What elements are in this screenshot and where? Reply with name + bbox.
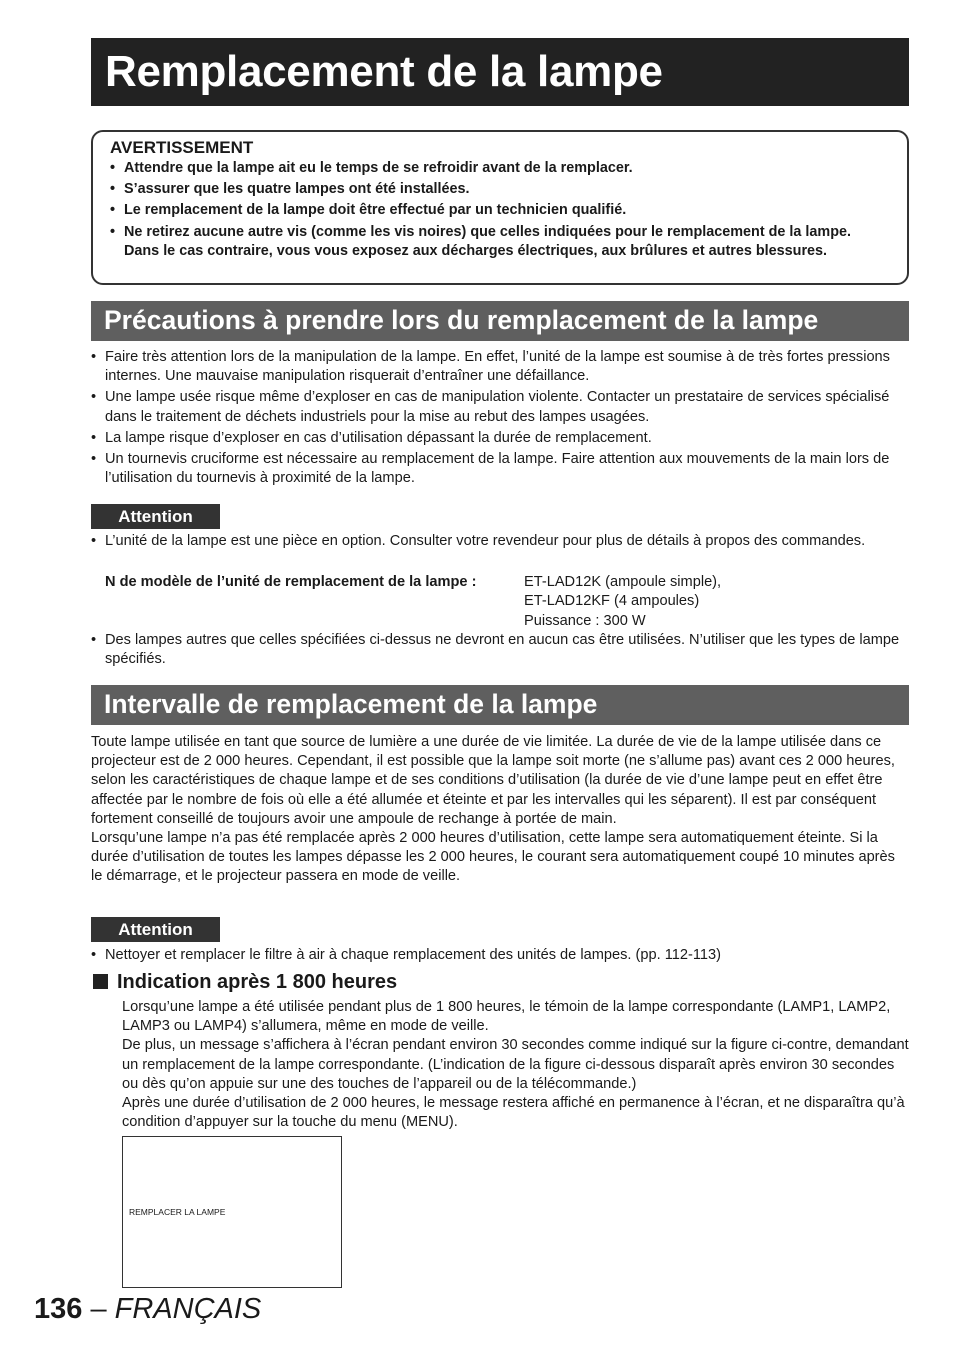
title-bar	[91, 38, 909, 106]
model-label: N de modèle de l’unité de remplacement de la lampe :	[105, 574, 477, 590]
model-value: Puissance : 300 W	[524, 612, 646, 629]
section-heading-precautions: Précautions à prendre lors du remplacement de la lampe	[104, 305, 819, 335]
model-value: ET-LAD12K (ampoule simple),	[524, 574, 722, 590]
warning-item: • Le remplacement de la lampe doit être effectué par un technicien qualifié.	[110, 201, 880, 221]
warning-item: • S’assurer que les quatre lampes ont été installées.	[110, 180, 880, 200]
indication-para-3: Après une durée d’utilisation de 2 000 heures, le message restera affiché en permanence à l’écran, et ne disparaîtra qu’à condition d’appuyer sur la touche du menu (MENU).	[122, 1095, 905, 1131]
indication-para-2: De plus, un message s’affichera à l’écran pendant environ 30 secondes comme indiqué sur la figure ci-contre, demandant un remplacement de la lampe correspondante. (L’indication de la figure ci-dessous disparaît après environ 30 secondes ou dès qu’on appuie sur une des touches de l’appareil ou de la télécommande.)	[122, 1037, 909, 1092]
section-bar-precautions	[91, 301, 909, 341]
subheading-text: Indication après 1 800 heures	[117, 971, 398, 993]
page-footer	[34, 1293, 261, 1326]
warning-item: • Attendre que la lampe ait eu le temps de se refroidir avant de la remplacer.	[110, 159, 880, 179]
section-heading-interval: Intervalle de remplacement de la lampe	[104, 689, 598, 719]
warning-box	[91, 130, 909, 285]
list-item: • Des lampes autres que celles spécifiées ci-dessus ne devront en aucun cas être utilisées. N’utiliser que les types de lampe spécifiés.	[91, 631, 909, 669]
attention-label: Attention	[91, 504, 220, 529]
interval-paragraph	[91, 733, 909, 887]
square-bullet-icon	[93, 974, 108, 989]
footer-separator: –	[82, 1293, 115, 1325]
subheading-1800	[93, 971, 397, 994]
attention-label-2: Attention	[91, 917, 220, 942]
page-title: Remplacement de la lampe	[105, 47, 663, 96]
section-bar-interval	[91, 685, 909, 725]
footer-language: FRANÇAIS	[114, 1293, 262, 1325]
screen-message: REMPLACER LA LAMPE	[129, 1207, 226, 1217]
list-item: • Un tournevis cruciforme est nécessaire au remplacement de la lampe. Faire attention aux mouvements de la main lors de l’utilisation du tournevis à proximité de la lampe.	[91, 450, 909, 488]
page-number: 136	[34, 1293, 83, 1325]
indication-paragraph	[122, 998, 912, 1132]
warning-list	[110, 159, 880, 263]
interval-para-1: Toute lampe utilisée en tant que source de lumière a une durée de vie limitée. La durée de vie de la lampe utilisée dans ce projecteur est de 2 000 heures. Cependant, il est possible que la lampe soit morte (ne s’allume pas) avant ces 2 000 heures, selon les caractéristiques de chaque lampe et de ses conditions d’utilisation (la durée de vie d’une lampe peut en effet être affectée par le nombre de fois où elle a été allumée et éteinte et par les intervalles qui les séparent). Il est par conséquent fortement conseillé de toujours avoir une ampoule de rechange à portée de main.	[91, 734, 895, 827]
interval-para-2: Lorsqu’une lampe n’a pas été remplacée après 2 000 heures d’utilisation, cette lampe sera automatiquement éteinte. Si la durée d’utilisation de toutes les lampes dépasse les 2 000 heures, le courant sera automatiquement coupé 10 minutes après le démarrage, et le projecteur passera en mode de veille.	[91, 830, 895, 885]
attention-list-1	[91, 532, 909, 553]
attention-list-3	[91, 946, 909, 967]
list-item: • Nettoyer et remplacer le filtre à air à chaque remplacement des unités de lampes. (pp. 112-113)	[91, 946, 909, 965]
precautions-list	[91, 348, 909, 490]
screen-figure	[122, 1136, 342, 1288]
warning-heading: AVERTISSEMENT	[110, 138, 254, 157]
list-item: • L’unité de la lampe est une pièce en option. Consulter votre revendeur pour plus de détails à propos des commandes.	[91, 532, 909, 551]
list-item: • La lampe risque d’exploser en cas d’utilisation dépassant la durée de remplacement.	[91, 429, 909, 448]
list-item: • Faire très attention lors de la manipulation de la lampe. En effet, l’unité de la lampe est soumise à de très fortes pressions internes. Une mauvaise manipulation risquerait d’entraîner une défaillance.	[91, 348, 909, 386]
attention-list-2	[91, 631, 909, 671]
indication-para-1: Lorsqu’une lampe a été utilisée pendant plus de 1 800 heures, le témoin de la lampe correspondante (LAMP1, LAMP2, LAMP3 ou LAMP4) s’allumera, même en mode de veille.	[122, 999, 891, 1035]
model-values	[524, 573, 721, 631]
model-value: ET-LAD12KF (4 ampoules)	[524, 593, 700, 610]
list-item: • Une lampe usée risque même d’exploser en cas de manipulation violente. Contacter un prestataire de services spécialisé dans le traitement de déchets industriels pour la mise au rebut des lampes usagées.	[91, 388, 909, 426]
warning-item: • Ne retirez aucune autre vis (comme les vis noires) que celles indiquées pour le remplacement de la lampe. Dans le cas contraire, vous vous exposez aux décharges électriques, aux brûlures et autres blessures.	[110, 223, 880, 262]
